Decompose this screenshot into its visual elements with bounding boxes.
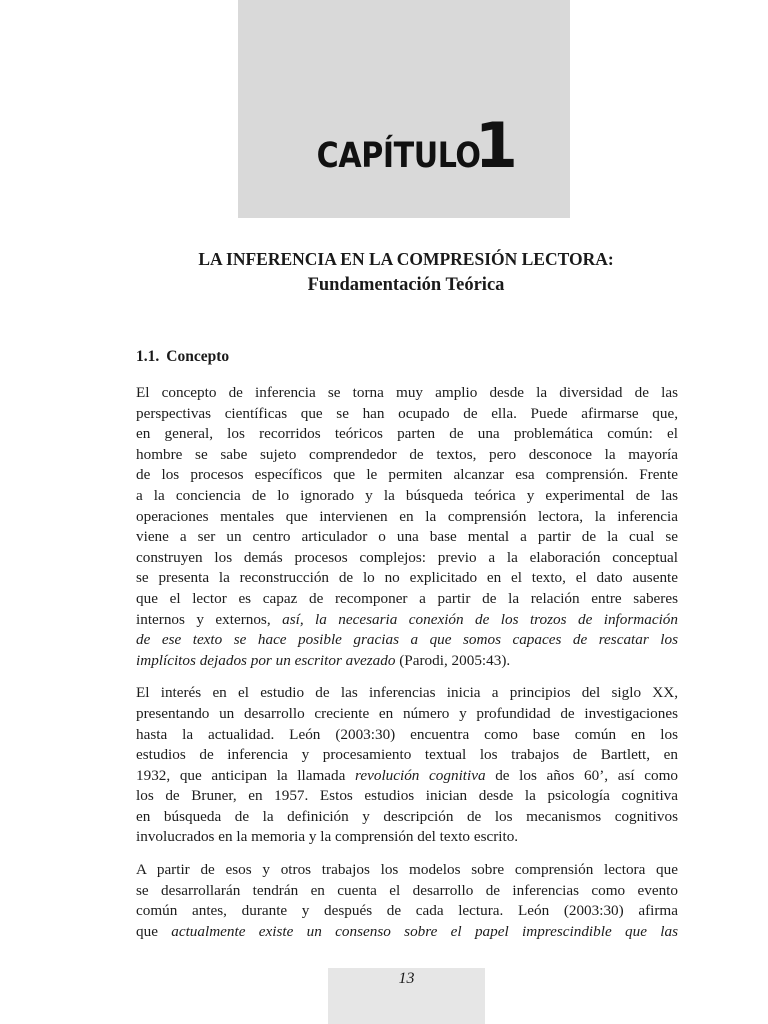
- page-footer: [328, 968, 485, 1024]
- chapter-sub-heading: Fundamentación Teórica: [307, 275, 505, 295]
- chapter-number: 1: [474, 109, 518, 182]
- text-segment: construyen los demás procesos complejos: previo a la elaboración conceptual: [136, 548, 678, 566]
- text-line: [136, 404, 678, 425]
- text-segment: presentando un desarrollo creciente en número y profundidad de investigaciones: [136, 704, 678, 722]
- text-line: [136, 704, 678, 725]
- text-line: [136, 766, 678, 787]
- text-line: [136, 445, 678, 466]
- text-line: [136, 827, 678, 848]
- paragraph: [136, 860, 678, 942]
- text-line: [136, 383, 678, 404]
- text-line: [136, 507, 678, 528]
- body-text: [136, 383, 678, 954]
- text-segment: los de Bruner, en 1957. Estos estudios inician desde la psicología cognitiva: [136, 787, 678, 805]
- text-segment: (Parodi, 2005:43).: [395, 651, 511, 669]
- text-line: [136, 786, 678, 807]
- text-line: [136, 745, 678, 766]
- text-segment: 1932, que anticipan la llamada: [136, 766, 356, 784]
- text-line: [136, 527, 678, 548]
- text-line: [136, 548, 678, 569]
- text-line: [136, 630, 678, 651]
- text-segment: común antes, durante y después de cada lectura. León (2003:30) afirma: [136, 902, 678, 920]
- text-segment: viene a ser un centro articulador o una base mental a partir de la cual se: [136, 528, 678, 546]
- italic-text: implícitos dejados por un escritor avezado: [136, 651, 396, 669]
- text-line: [136, 860, 678, 881]
- section-heading: [136, 347, 229, 367]
- text-line: [136, 589, 678, 610]
- text-segment: El interés en el estudio de las inferencias inicia a principios del siglo XX,: [136, 684, 678, 702]
- text-line: [136, 725, 678, 746]
- italic-text: de ese texto se hace posible gracias a que somos capaces de rescatar los: [136, 631, 678, 649]
- text-line: [136, 901, 678, 922]
- text-line: [136, 568, 678, 589]
- text-segment: se desarrollarán tendrán en cuenta el desarrollo de inferencias como evento: [136, 881, 678, 899]
- italic-text: actualmente existe un consenso sobre el papel imprescindible que las: [171, 922, 678, 940]
- text-segment: El concepto de inferencia se torna muy amplio desde la diversidad de las: [136, 384, 678, 401]
- text-segment: de los procesos específicos que le permiten alcanzar esa comprensión. Frente: [136, 466, 678, 484]
- text-segment: operaciones mentales que intervienen en la comprensión lectora, la inferencia: [136, 507, 678, 525]
- text-segment: a la conciencia de lo ignorado y la búsqueda teórica y experimental de las: [136, 486, 678, 504]
- text-line: [136, 922, 678, 943]
- paragraph: [136, 683, 678, 848]
- text-segment: en búsqueda de la definición y descripción de los mecanismos cognitivos: [136, 807, 678, 825]
- chapter-word: CAPÍTULO: [316, 136, 481, 176]
- chapter-main-heading: LA INFERENCIA EN LA COMPRESIÓN LECTORA:: [198, 249, 614, 269]
- paragraph: [136, 383, 678, 671]
- text-segment: que: [136, 922, 172, 940]
- text-segment: de los años 60’, así como: [485, 766, 678, 784]
- text-segment: se presenta la reconstrucción de lo no explicitado en el texto, el dato ausente: [136, 569, 678, 587]
- text-line: [136, 683, 678, 704]
- text-line: [136, 651, 678, 672]
- chapter-header-box: [238, 0, 570, 218]
- text-segment: perspectivas científicas que se han ocupado de ella. Puede afirmarse que,: [136, 404, 678, 422]
- text-line: [136, 424, 678, 445]
- text-segment: hasta la actualidad. León (2003:30) encuentra como base común en los: [136, 725, 678, 743]
- text-segment: internos y externos,: [136, 610, 283, 628]
- section-title: Concepto: [166, 348, 230, 365]
- text-line: [136, 807, 678, 828]
- text-segment: A partir de esos y otros trabajos los modelos sobre comprensión lectora que: [136, 861, 678, 879]
- chapter-title: [238, 109, 570, 182]
- text-segment: que el lector es capaz de recomponer a partir de la relación entre saberes: [136, 589, 678, 607]
- text-segment: estudios de inferencia y procesamiento textual los trabajos de Bartlett, en: [136, 746, 678, 764]
- text-line: [136, 881, 678, 902]
- text-line: [136, 610, 678, 631]
- text-segment: involucrados en la memoria y la comprensión del texto escrito.: [136, 828, 519, 846]
- page-number: 13: [398, 970, 415, 987]
- italic-text: revolución cognitiva: [355, 766, 486, 784]
- text-segment: en general, los recorridos teóricos parten de una problemática común: el: [136, 425, 678, 443]
- italic-text: así, la necesaria conexión de los trozos de información: [282, 610, 678, 628]
- text-line: [136, 486, 678, 507]
- section-number: 1.1.: [136, 348, 160, 365]
- text-segment: hombre se sabe sujeto comprendedor de textos, pero desconoce la mayoría: [136, 445, 678, 463]
- text-line: [136, 465, 678, 486]
